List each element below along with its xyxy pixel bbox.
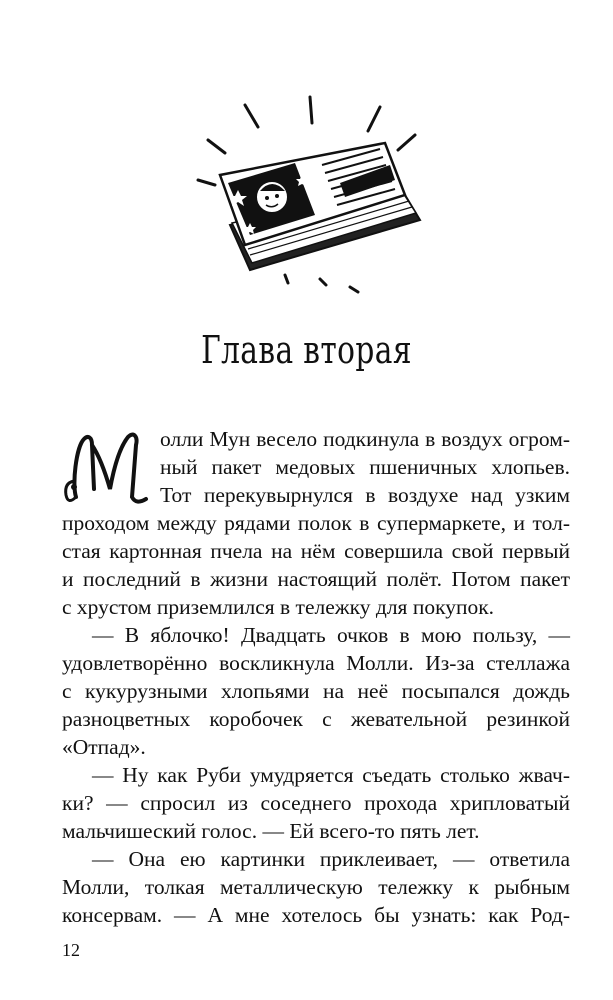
text-line: разноцветных коробочек с жевательной резинкой [62,707,570,731]
text-line: — Ну как Руби умудряется съедать столько жвач- [92,763,570,787]
text-line: с хрустом приземлился в тележку для покупок. [62,595,495,619]
text-line: «Отпад». [62,735,146,759]
drop-cap-m-icon [62,427,154,509]
text-line: удовлетворённо воскликнула Молли. Из-за стеллажа [62,651,570,675]
page-number: 12 [62,940,80,960]
text-line: — Она ею картинки приклеивает, — ответила [92,847,570,871]
text-line: проходом между рядами полок в супермаркете, и тол- [62,511,570,535]
chapter-title: Глава вторая [201,328,412,372]
newspaper-illustration [190,95,430,300]
text-line: олли Мун весело подкинула в воздух огром- [160,427,570,451]
text-line: ный пакет медовых пшеничных хлопьев. [160,455,570,479]
text-line: и последний в жизни настоящий полёт. Потом пакет [62,567,570,591]
newspaper-icon [220,143,420,270]
text-line: — В яблочко! Двадцать очков в мою пользу, — [92,623,570,647]
text-line: Тот перекувырнулся в воздухе над узким [160,483,570,507]
text-line: ки? — спросил из соседнего прохода хрипловатый [62,791,570,815]
text-line: мальчишеский голос. — Ей всего-то пять лет. [62,819,480,843]
text-line: с кукурузными хлопьями на неё посыпался дождь [62,679,570,703]
chapter-body [62,425,570,929]
text-line: консервам. — А мне хотелось бы узнать: как Род- [62,903,570,927]
text-line: Молли, толкая металлическую тележку к рыбным [62,875,570,899]
text-line: стая картонная пчела на нём совершила свой первый [62,539,570,563]
